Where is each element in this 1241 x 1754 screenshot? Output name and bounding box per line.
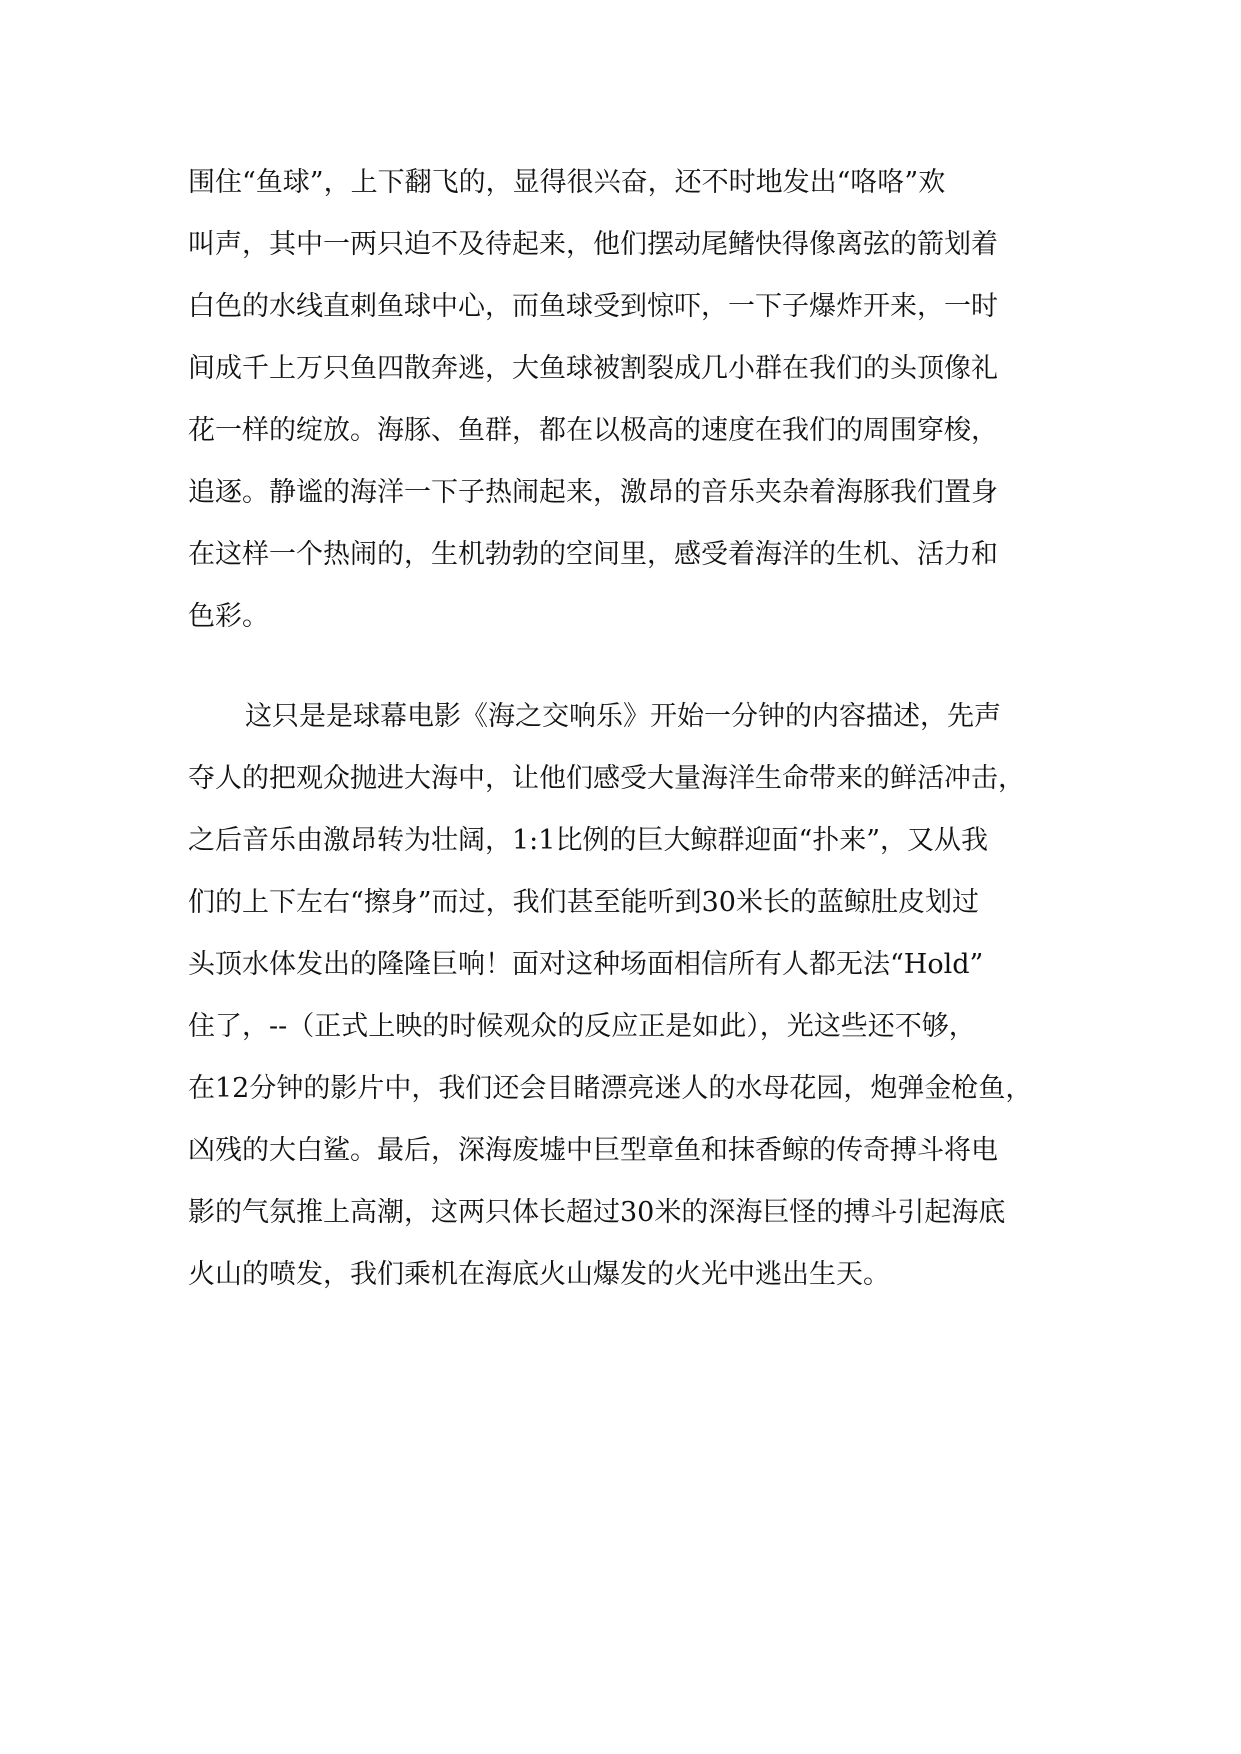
paragraph-spacer (188, 648, 1052, 686)
paragraph-1 (188, 152, 1052, 648)
text-line: 影的气氛推上高潮，这两只体长超过30米的深海巨怪的搏斗引起海底 (188, 1197, 1006, 1228)
text-line: 叫声，其中一两只迫不及待起来，他们摆动尾鳍快得像离弦的箭划着 (188, 229, 998, 260)
text-line-first: 这只是是球幕电影《海之交响乐》开始一分钟的内容描述，先声 (245, 701, 1001, 732)
text-line: 在12分钟的影片中，我们还会目睹漂亮迷人的水母花园，炮弹金枪鱼， (188, 1073, 1033, 1104)
text-line: 头顶水体发出的隆隆巨响！面对这种场面相信所有人都无法“Hold” (188, 949, 984, 980)
text-line: 住了，--（正式上映的时候观众的反应正是如此），光这些还不够， (188, 1011, 976, 1042)
text-line: 围住“鱼球”，上下翻飞的，显得很兴奋，还不时地发出“咯咯”欢 (188, 167, 946, 198)
text-line: 夺人的把观众抛进大海中，让他们感受大量海洋生命带来的鲜活冲击， (188, 763, 1025, 794)
text-line: 白色的水线直刺鱼球中心，而鱼球受到惊吓，一下子爆炸开来，一时 (188, 291, 998, 322)
paragraph-2 (188, 686, 1052, 1306)
text-line: 追逐。静谧的海洋一下子热闹起来，激昂的音乐夹杂着海豚我们置身 (188, 477, 998, 508)
text-line: 火山的喷发，我们乘机在海底火山爆发的火光中逃出生天。 (188, 1259, 890, 1290)
text-line: 在这样一个热闹的，生机勃勃的空间里，感受着海洋的生机、活力和 (188, 539, 998, 570)
text-line: 色彩。 (188, 601, 269, 632)
text-line: 凶残的大白鲨。最后，深海废墟中巨型章鱼和抹香鲸的传奇搏斗将电 (188, 1135, 998, 1166)
text-line: 之后音乐由激昂转为壮阔，1:1比例的巨大鲸群迎面“扑来”，又从我 (188, 825, 989, 856)
document-body (188, 152, 1052, 1306)
text-line: 花一样的绽放。海豚、鱼群，都在以极高的速度在我们的周围穿梭， (188, 415, 998, 446)
text-line: 间成千上万只鱼四散奔逃，大鱼球被割裂成几小群在我们的头顶像礼 (188, 353, 998, 384)
text-line: 们的上下左右“擦身”而过，我们甚至能听到30米长的蓝鲸肚皮划过 (188, 887, 979, 918)
